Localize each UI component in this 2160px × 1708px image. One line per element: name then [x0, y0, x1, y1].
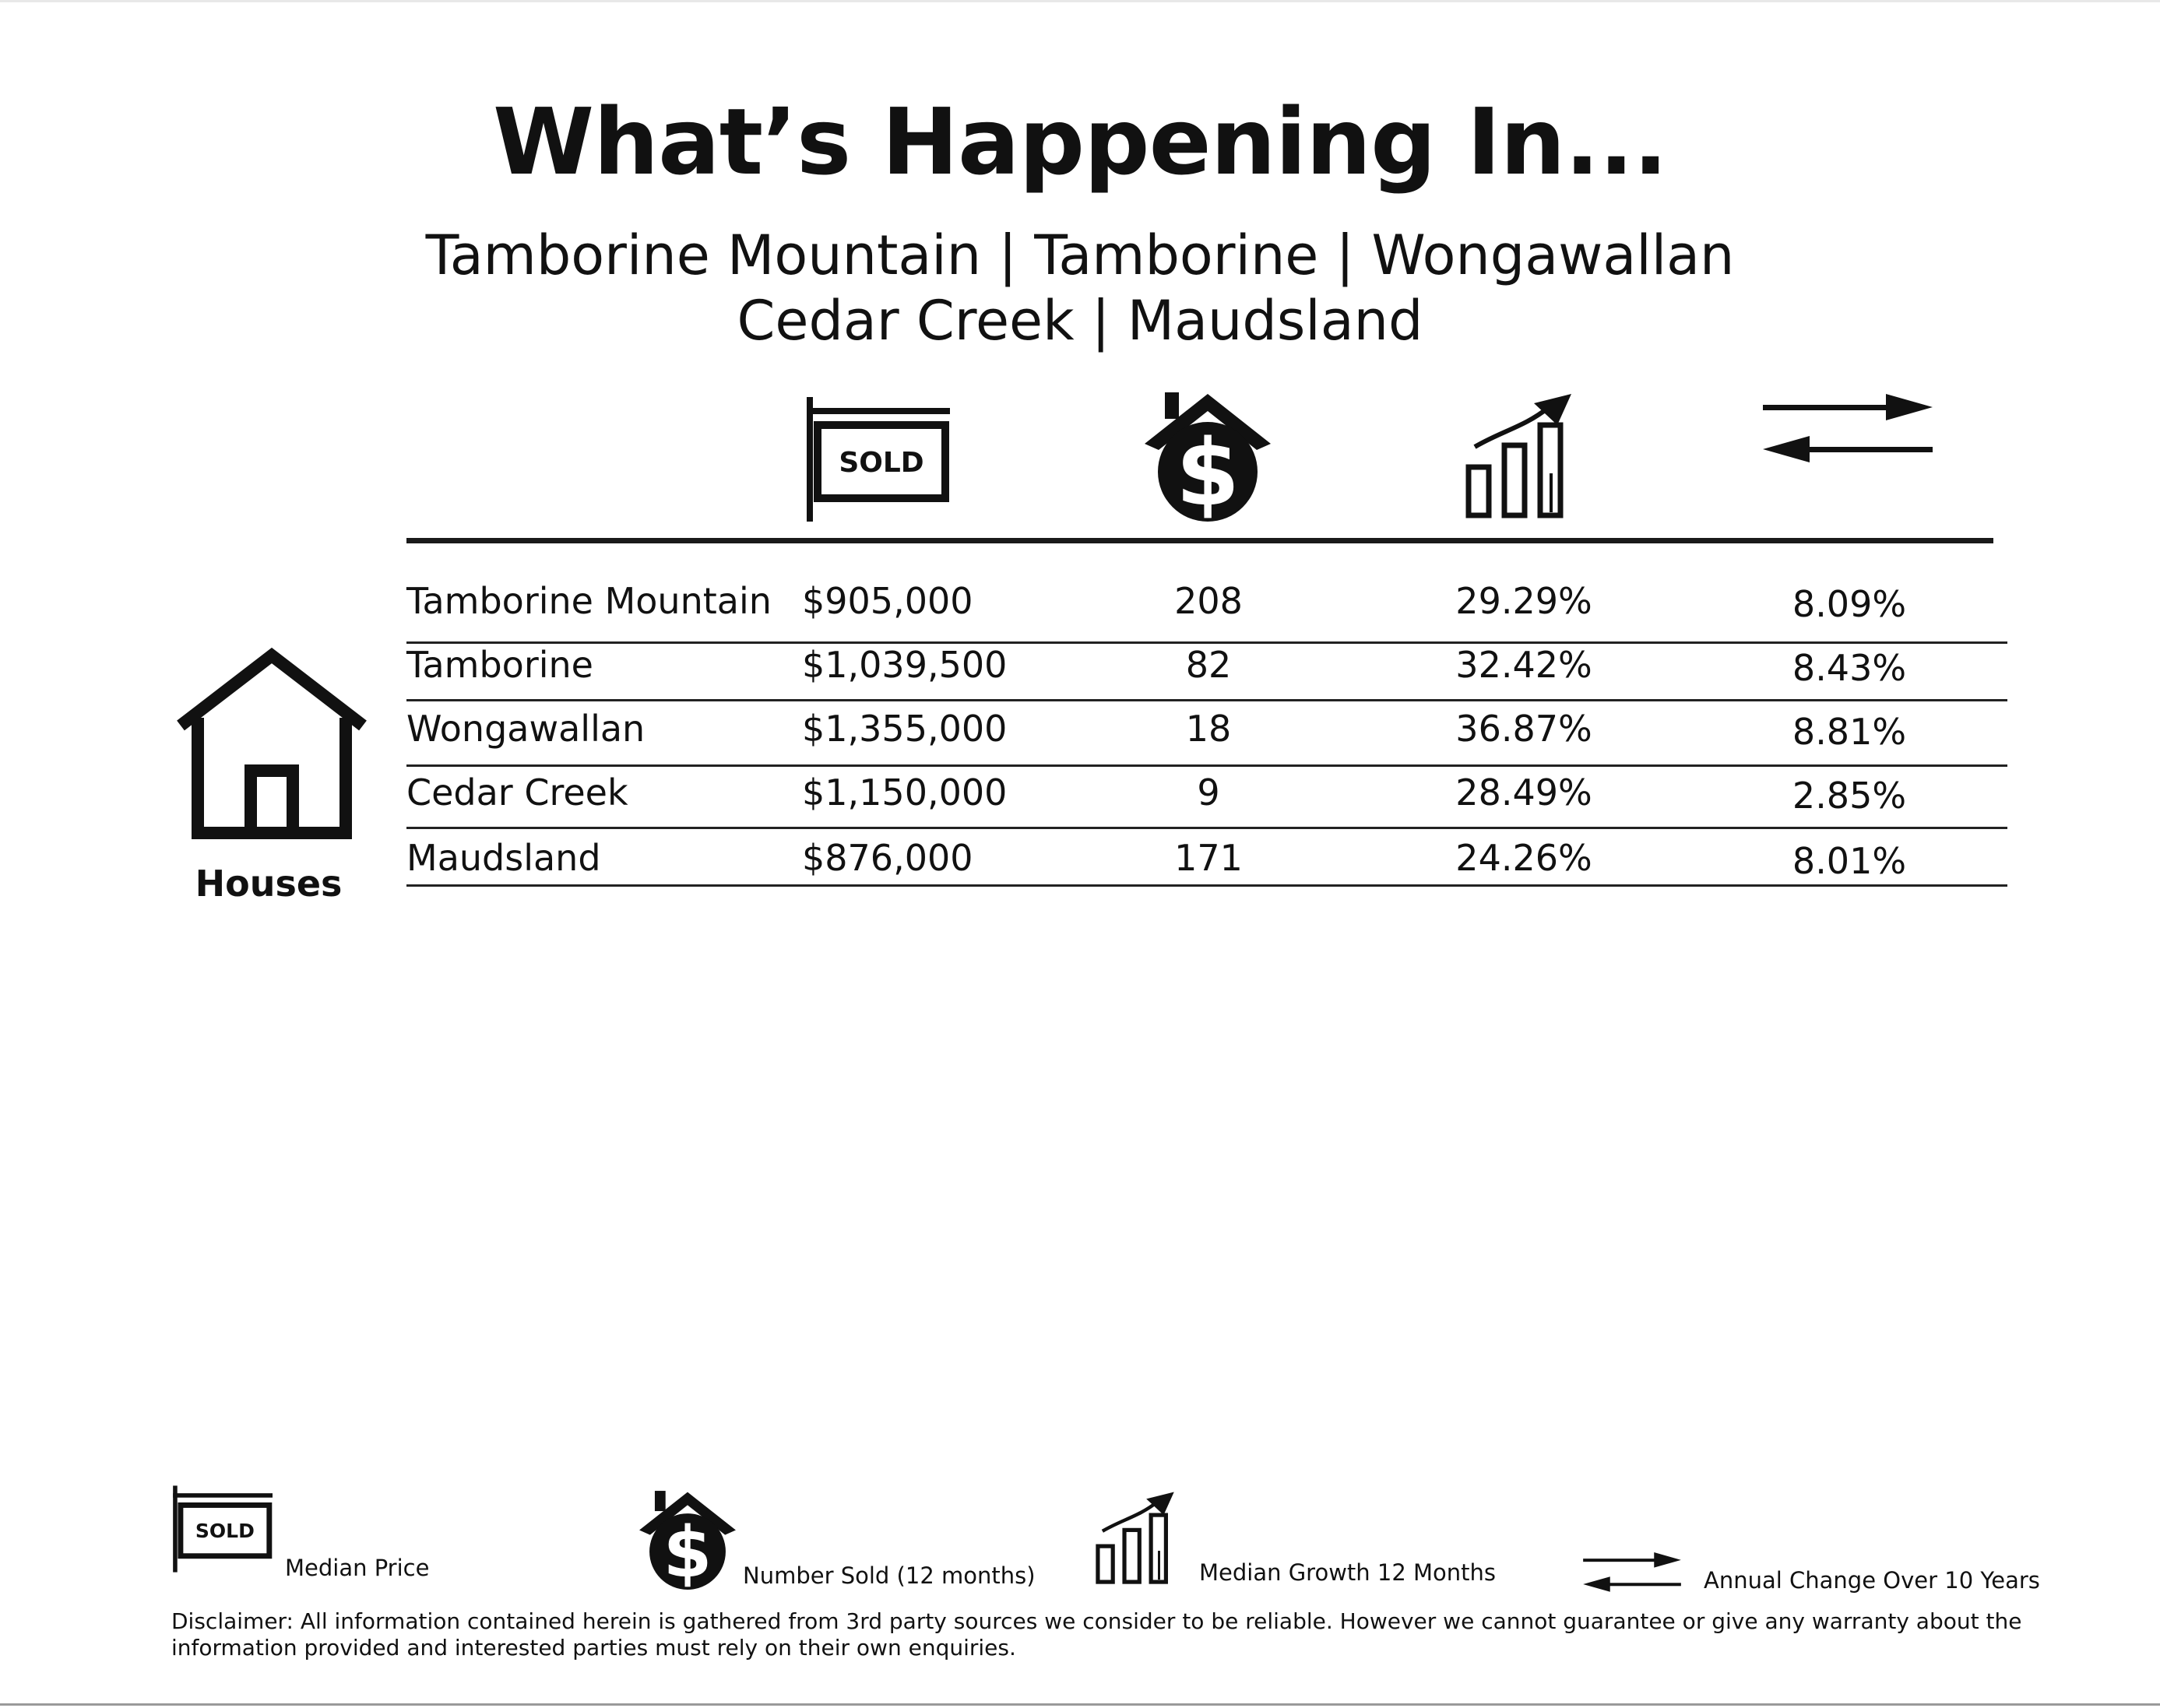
- growth-chart-icon: [1462, 389, 1595, 522]
- legend-sold-sign-icon: [170, 1485, 273, 1573]
- suburb-name: Wongawallan: [406, 708, 646, 750]
- median-growth-value: 29.29%: [1455, 580, 1592, 622]
- median-price-value: $1,355,000: [802, 708, 1008, 750]
- exchange-arrows-icon: [1761, 392, 1934, 466]
- svg-text:$: $: [663, 1512, 712, 1590]
- sold-sign-text: SOLD: [839, 447, 924, 479]
- median-growth-value: 28.49%: [1455, 771, 1592, 814]
- legend-median-growth-label: Median Growth 12 Months: [1199, 1559, 1497, 1586]
- median-price-value: $1,150,000: [802, 771, 1008, 814]
- annual-change-value: 8.43%: [1792, 647, 1907, 689]
- median-growth-value: 24.26%: [1455, 837, 1592, 879]
- number-sold-value: 208: [1174, 580, 1243, 622]
- row-divider: [406, 764, 2007, 767]
- suburb-name: Tamborine Mountain: [406, 580, 772, 622]
- number-sold-value: 82: [1185, 644, 1232, 686]
- row-divider: [406, 827, 2007, 829]
- house-dollar-icon: [1142, 389, 1274, 522]
- suburb-name: Tamborine: [406, 644, 593, 686]
- legend-number-sold-label: Number Sold (12 months): [743, 1562, 1036, 1589]
- legend-exchange-arrows-icon: [1582, 1545, 1682, 1601]
- annual-change-value: 8.01%: [1792, 840, 1907, 882]
- annual-change-value: 8.09%: [1792, 583, 1907, 625]
- median-price-value: $1,039,500: [802, 644, 1008, 686]
- suburb-name: Maudsland: [406, 837, 601, 879]
- suburbs-subtitle-line-2: Cedar Creek | Maudsland: [737, 289, 1423, 353]
- annual-change-value: 2.85%: [1792, 775, 1907, 817]
- suburb-name: Cedar Creek: [406, 771, 628, 814]
- legend-growth-chart-icon: [1093, 1488, 1191, 1587]
- table-header-divider: [406, 538, 1993, 543]
- number-sold-value: 18: [1185, 708, 1232, 750]
- page-title: What’s Happening In...: [492, 88, 1668, 195]
- median-growth-value: 36.87%: [1455, 708, 1592, 750]
- number-sold-value: 171: [1174, 837, 1243, 879]
- page-bottom-border: [0, 1703, 2160, 1706]
- legend-sold-sign-text: SOLD: [195, 1520, 255, 1543]
- median-growth-value: 32.42%: [1455, 644, 1592, 686]
- row-divider: [406, 699, 2007, 701]
- row-divider: [406, 884, 2007, 887]
- number-sold-value: 9: [1197, 771, 1220, 814]
- legend-house-dollar-icon: [637, 1488, 738, 1590]
- page-top-border: [0, 0, 2160, 2]
- suburbs-subtitle-line-1: Tamborine Mountain | Tamborine | Wongawallan: [425, 223, 1735, 287]
- houses-label: Houses: [195, 863, 343, 905]
- house-icon: [176, 648, 368, 842]
- legend-median-price-label: Median Price: [285, 1555, 430, 1581]
- svg-text:$: $: [1175, 419, 1240, 522]
- annual-change-value: 8.81%: [1792, 711, 1907, 753]
- median-price-value: $876,000: [802, 837, 973, 879]
- disclaimer-text: Disclaimer: All information contained herein is gathered from 3rd party sources we consider to be reliable. However we cannot guarantee or give any warranty about the information provided and interested parties must rely on their own enquiries.: [171, 1608, 2022, 1661]
- sold-sign-icon: [802, 397, 950, 522]
- legend-annual-change-label: Annual Change Over 10 Years: [1704, 1567, 2040, 1594]
- median-price-value: $905,000: [802, 580, 973, 622]
